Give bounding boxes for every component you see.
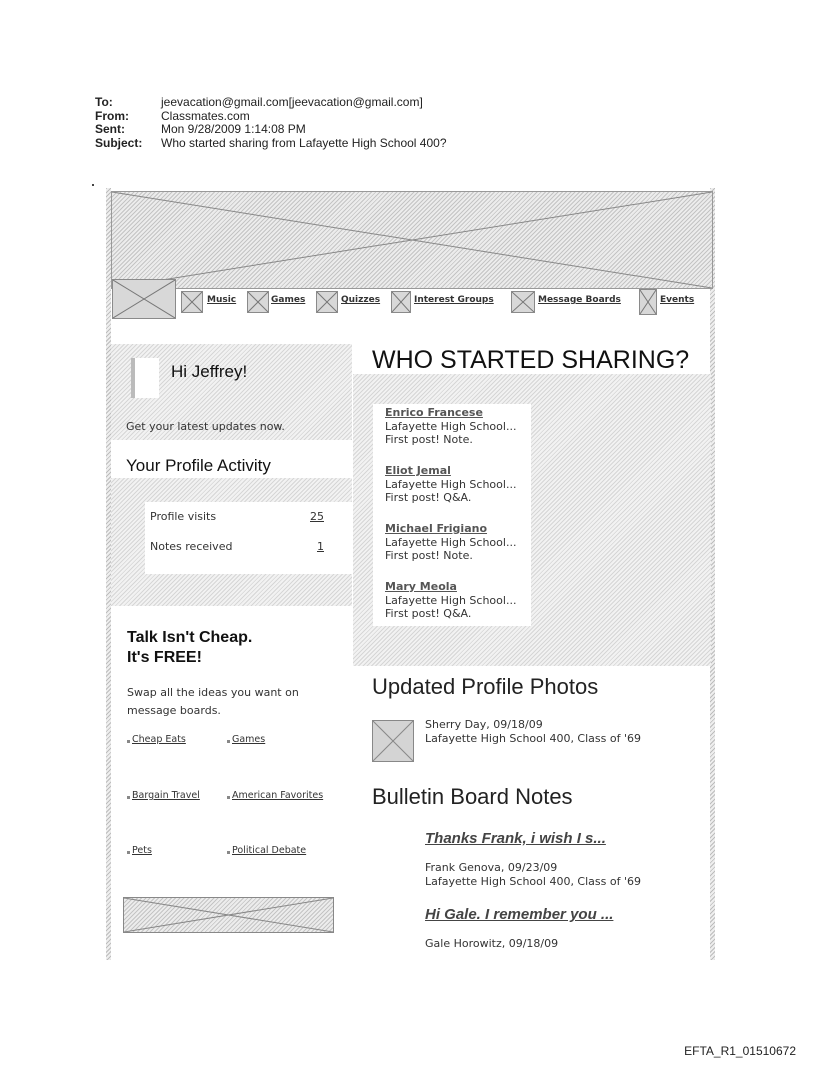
note-meta [425, 861, 641, 889]
photo-caption-line1: Sherry Day, 09/18/09 [425, 718, 543, 731]
list-item [385, 580, 516, 621]
member-school: Lafayette High School... [385, 419, 517, 433]
updated-photos-title: Updated Profile Photos [372, 674, 599, 699]
board-link-political-debate[interactable] [227, 845, 306, 856]
from-value: Classmates.com [161, 108, 250, 123]
greeting-panel [111, 344, 352, 440]
board-link-games[interactable] [227, 734, 265, 745]
activity-panel [111, 478, 352, 606]
bullet-icon [227, 740, 230, 743]
sharing-list [373, 404, 531, 626]
talk-title-line1: Talk Isn't Cheap. [127, 629, 253, 646]
list-item [385, 464, 516, 505]
photo-caption [425, 718, 641, 746]
member-school: Lafayette High School... [385, 477, 517, 491]
activity-row [150, 510, 330, 523]
activity-row [150, 540, 330, 553]
greeting-text: Hi Jeffrey! [171, 362, 248, 381]
member-name-link[interactable]: Michael Frigiano [385, 522, 488, 535]
board-link-label: Political Debate [232, 845, 307, 856]
profile-photo-placeholder[interactable] [372, 720, 414, 762]
ad-image-placeholder [123, 897, 334, 933]
avatar [131, 358, 159, 398]
music-icon [181, 291, 203, 313]
updates-text: Get your latest updates now. [126, 420, 285, 433]
email-header [95, 96, 447, 150]
logo-image-placeholder [112, 279, 176, 319]
to-value: jeevacation@gmail.com[jeevacation@gmail.com] [161, 95, 423, 109]
stray-dot [92, 184, 94, 186]
notes-received-link[interactable]: 1 [317, 540, 324, 553]
email-body [106, 188, 715, 960]
board-link-label: American Favorites [232, 790, 324, 801]
nav-message-boards[interactable]: Message Boards [538, 295, 621, 305]
member-name-link[interactable]: Eliot Jemal [385, 464, 451, 477]
nav-music[interactable]: Music [207, 295, 237, 305]
interest-groups-icon [391, 291, 411, 313]
note-title-link[interactable]: Hi Gale. I remember you ... [425, 906, 614, 923]
activity-label: Notes received [150, 540, 233, 553]
activity-table [145, 502, 352, 574]
activity-title: Your Profile Activity [126, 456, 271, 475]
sent-value: Mon 9/28/2009 1:14:08 PM [161, 122, 306, 137]
bullet-icon [227, 796, 230, 799]
note-author: Frank Genova, 09/23/09 [425, 861, 558, 874]
bullet-icon [227, 851, 230, 854]
member-post: First post! Q&A. [385, 491, 472, 504]
talk-title [127, 628, 327, 668]
bullet-icon [127, 740, 130, 743]
board-link-bargain-travel[interactable] [127, 790, 200, 801]
to-label: To: [95, 95, 113, 109]
quizzes-icon [316, 291, 338, 313]
member-post: First post! Note. [385, 549, 473, 562]
member-post: First post! Note. [385, 433, 473, 446]
talk-description: Swap all the ideas you want on message boards. [127, 686, 299, 717]
subject-value: Who started sharing from Lafayette High School 400? [161, 135, 447, 150]
board-link-pets[interactable] [127, 845, 152, 856]
nav-interest-groups[interactable]: Interest Groups [414, 295, 494, 305]
banner-image-placeholder [111, 191, 713, 289]
list-item [385, 406, 516, 447]
bullet-icon [127, 851, 130, 854]
member-name-link[interactable]: Mary Meola [385, 580, 457, 593]
member-school: Lafayette High School... [385, 593, 517, 607]
games-icon [247, 291, 269, 313]
note-author: Gale Horowitz, 09/18/09 [425, 937, 559, 950]
board-link-label: Pets [132, 845, 152, 856]
photo-caption-line2: Lafayette High School 400, Class of '69 [425, 732, 641, 745]
member-post: First post! Q&A. [385, 607, 472, 620]
talk-title-line2: It's FREE! [127, 649, 202, 666]
board-link-label: Games [232, 734, 266, 745]
note-meta [425, 937, 558, 951]
events-icon [639, 289, 657, 315]
nav-quizzes[interactable]: Quizzes [341, 295, 381, 305]
who-started-sharing-panel [353, 374, 711, 666]
subject-label: Subject: [95, 135, 143, 150]
bulletin-title: Bulletin Board Notes [372, 784, 573, 809]
nav-events[interactable]: Events [660, 295, 695, 305]
activity-label: Profile visits [150, 510, 217, 523]
note-title-link[interactable]: Thanks Frank, i wish I s... [425, 830, 606, 847]
bates-number: EFTA_R1_01510672 [684, 1044, 796, 1058]
sent-label: Sent: [95, 122, 125, 137]
message-boards-icon [511, 291, 535, 313]
board-link-label: Bargain Travel [132, 790, 200, 801]
member-school: Lafayette High School... [385, 535, 517, 549]
profile-visits-link[interactable]: 25 [310, 510, 324, 523]
member-name-link[interactable]: Enrico Francese [385, 406, 483, 419]
board-link-american-favorites[interactable] [227, 790, 323, 801]
board-link-label: Cheap Eats [132, 734, 186, 745]
nav-games[interactable]: Games [271, 295, 306, 305]
board-link-cheap-eats[interactable] [127, 734, 186, 745]
note-school: Lafayette High School 400, Class of '69 [425, 875, 641, 888]
who-started-sharing-title: WHO STARTED SHARING? [372, 346, 690, 374]
bullet-icon [127, 796, 130, 799]
list-item [385, 522, 516, 563]
from-label: From: [95, 108, 129, 123]
